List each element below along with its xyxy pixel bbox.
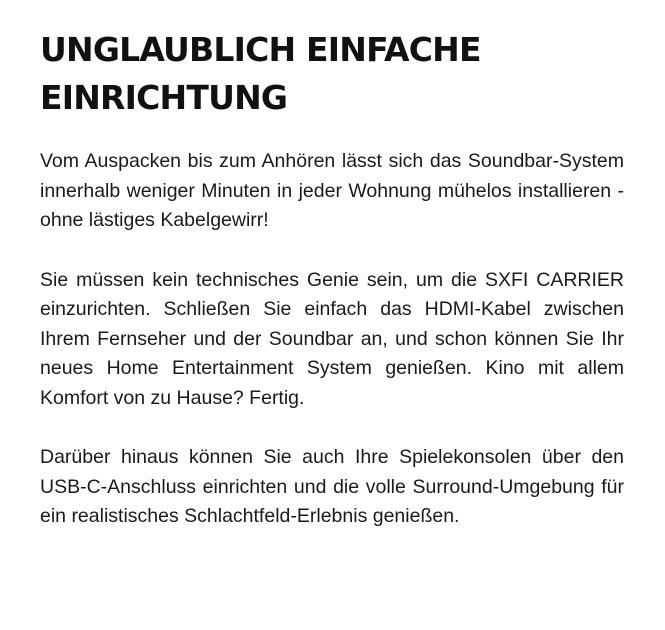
body-text bbox=[40, 147, 624, 532]
paragraph-setup-intro: Vom Auspacken bis zum Anhören lässt sich das Soundbar-System innerhalb weniger Minuten in jeder Wohnung mühelos installieren - ohne lästiges Kabelgewirr! bbox=[40, 150, 624, 231]
heading-line-2: EINRICHTUNG bbox=[40, 78, 288, 117]
paragraph-hdmi-setup: Sie müssen kein technisches Genie sein, um die SXFI CARRIER einzurichten. Schließen Sie einfach das HDMI-Kabel zwischen Ihrem Fernseher und der Soundbar an, und schon können Sie Ihr neues Home Entertainment System genießen. Kino mit allem Komfort von zu Hause? Fertig. bbox=[40, 268, 624, 409]
paragraph-usb-c-consoles: Darüber hinaus können Sie auch Ihre Spielekonsolen über den USB-C-Anschluss einrichten und die volle Surround-Umgebung für ein realistisches Schlachtfeld-Erlebnis genießen. bbox=[40, 446, 624, 527]
article-section bbox=[40, 26, 624, 532]
heading-line-1: UNGLAUBLICH EINFACHE bbox=[40, 30, 481, 69]
section-heading bbox=[40, 26, 624, 122]
